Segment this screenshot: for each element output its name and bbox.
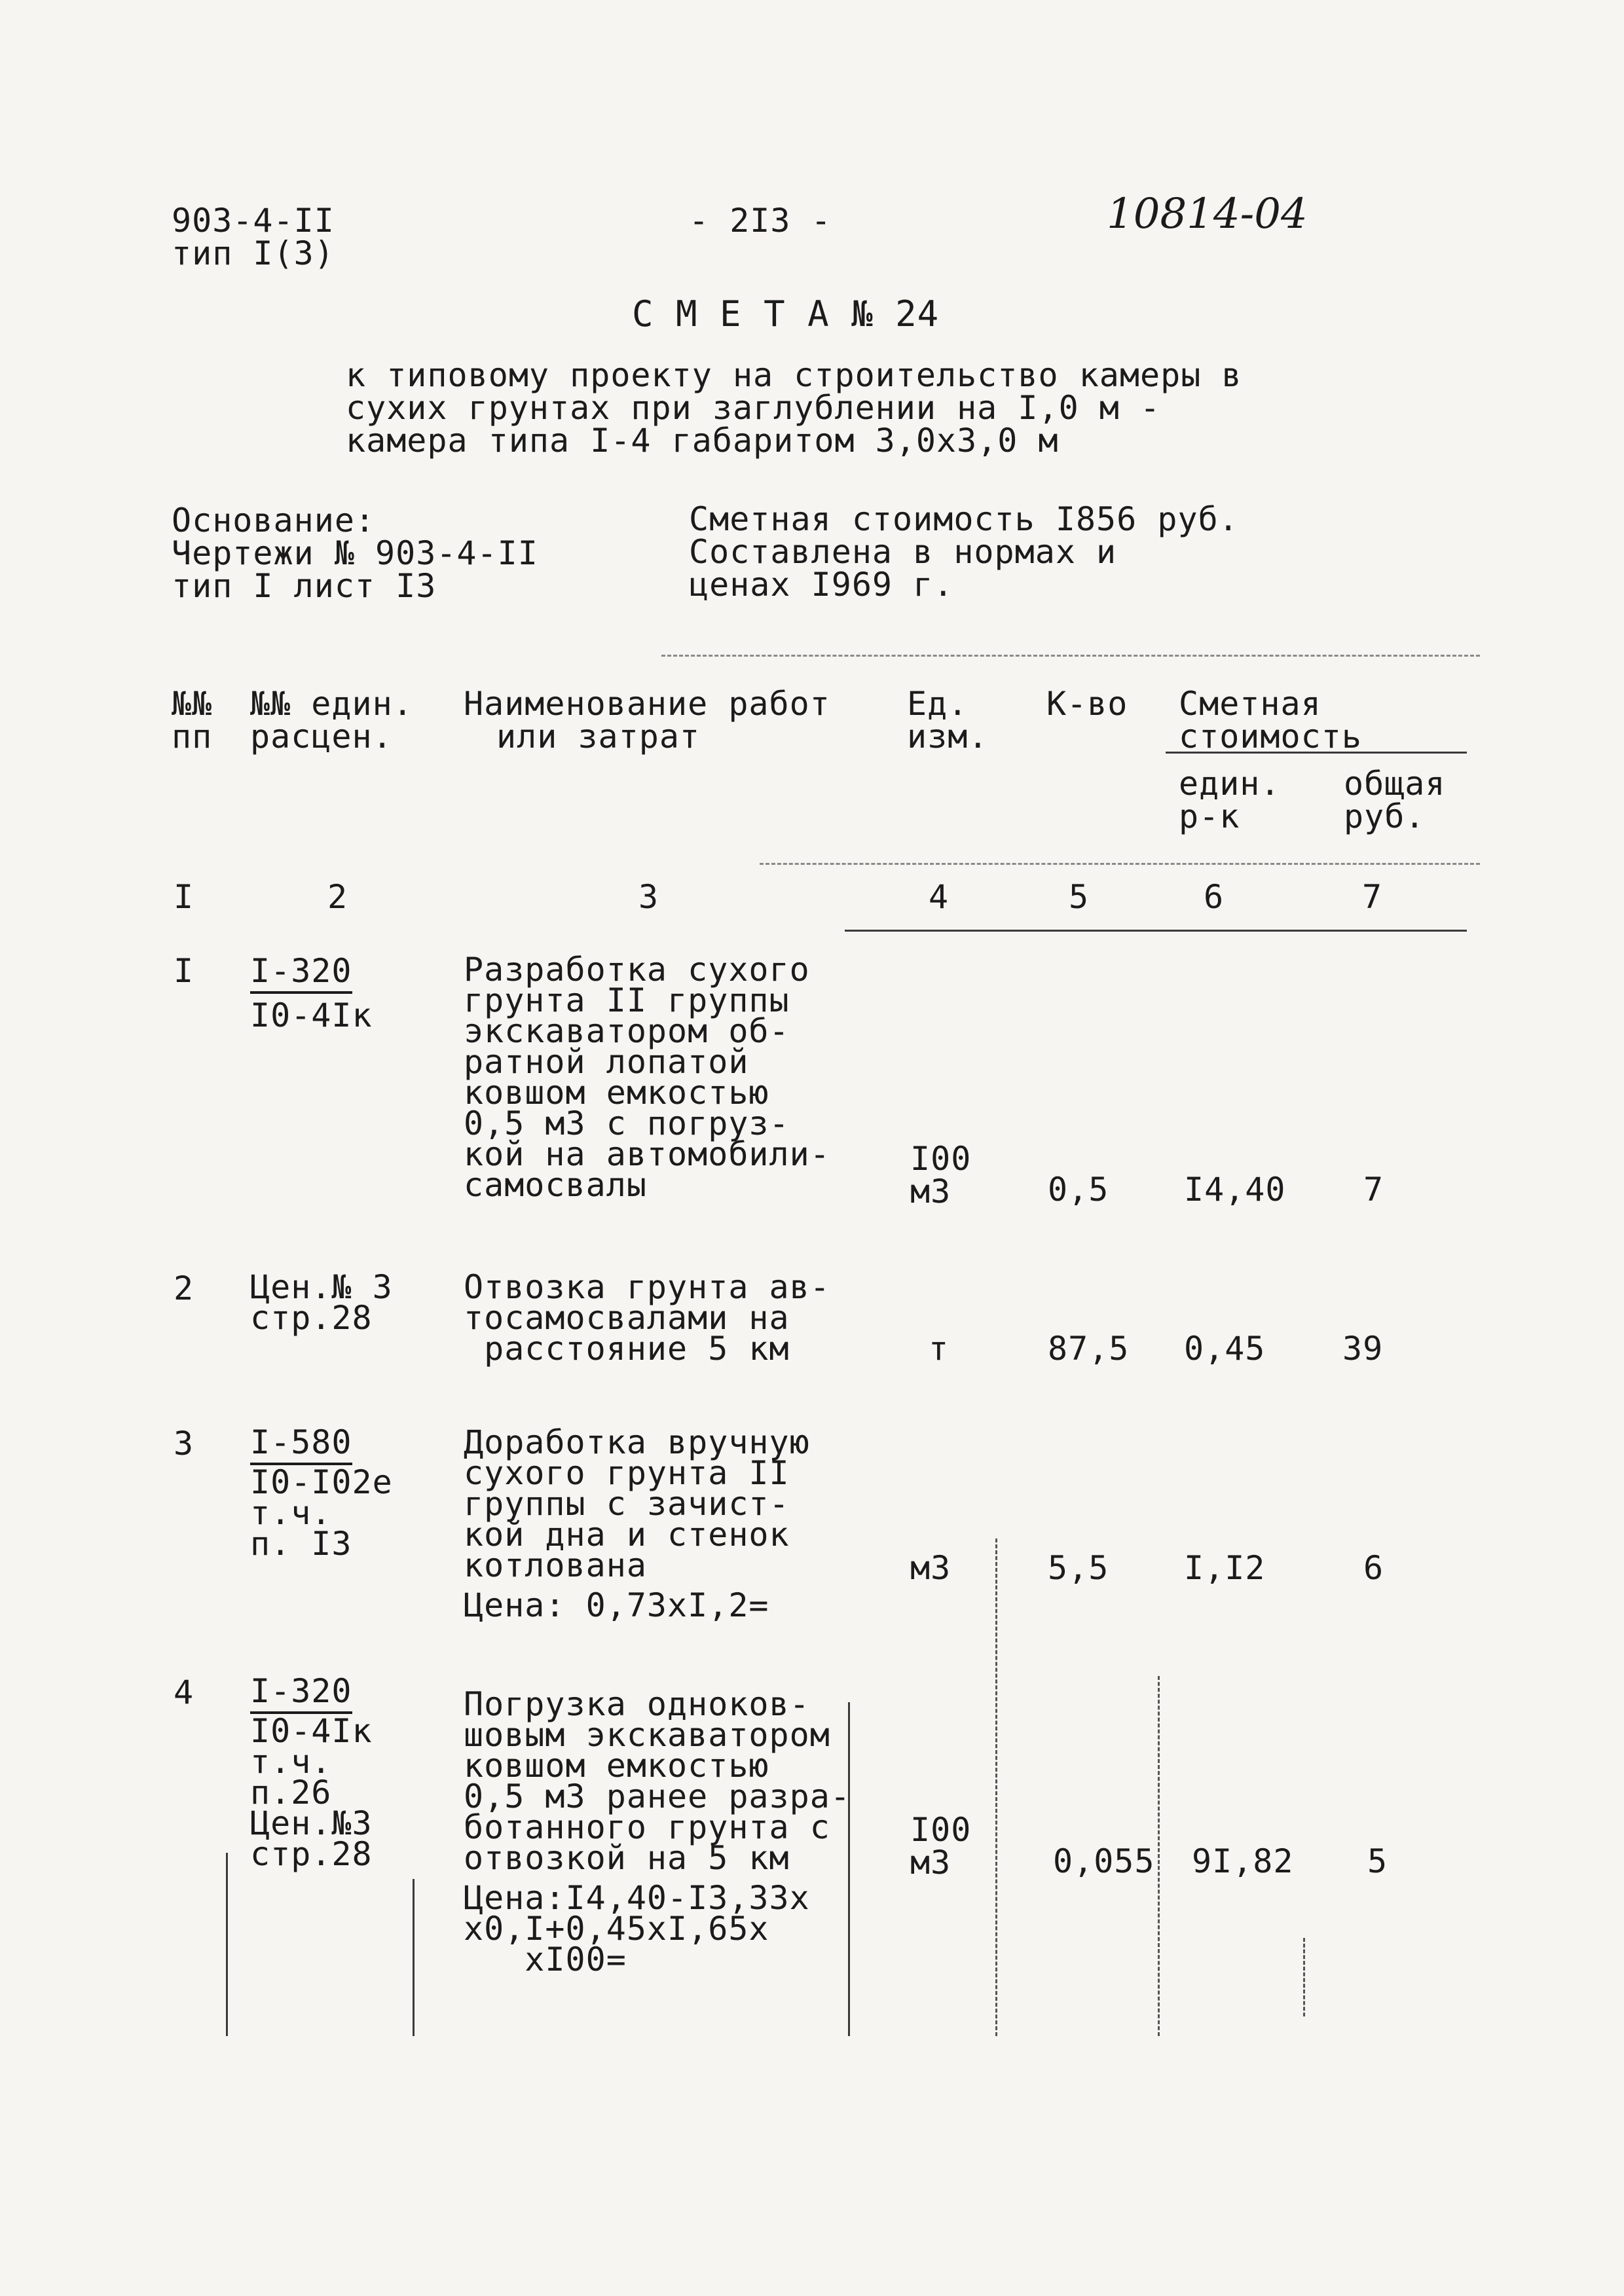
code-line: Цен.№ 3 <box>250 1268 393 1306</box>
row-quantity: 0,055 <box>1053 1842 1155 1880</box>
desc-line: отвозкой на 5 км <box>464 1839 790 1877</box>
document-subtitle <box>346 356 1242 460</box>
desc-line: сухого грунта II <box>464 1454 790 1492</box>
header-text: руб. <box>1344 797 1426 835</box>
desc-line: ботанного грунта с <box>464 1808 830 1846</box>
column-number: 5 <box>1069 878 1090 916</box>
desc-line: Погрузка одноков- <box>464 1685 810 1723</box>
subtitle-line: камера типа I-4 габаритом 3,0х3,0 м <box>346 422 1059 460</box>
row-number: I <box>174 952 194 990</box>
header-text: общая <box>1344 765 1446 803</box>
header-text: №№ <box>172 685 213 723</box>
code-line: т.ч. <box>250 1743 332 1781</box>
header-text: изм. <box>907 718 989 756</box>
code-line: п.26 <box>250 1774 332 1812</box>
header-col-code <box>250 685 413 756</box>
header-bottom-rule <box>760 863 1480 865</box>
row-code <box>250 1268 393 1337</box>
row-number: 2 <box>174 1269 194 1307</box>
header-col-cost <box>1179 685 1454 756</box>
row-total: 39 <box>1342 1330 1384 1368</box>
desc-line: шовым экскаватором <box>464 1716 830 1754</box>
code-primary: I-320 <box>250 952 352 994</box>
cost-info-line: Составлена в нормах и <box>689 533 1117 571</box>
column-separator <box>848 1702 850 2036</box>
basis-line: Основание: <box>172 501 376 539</box>
code-line: I0-I02е <box>250 1463 393 1501</box>
desc-line: кой дна и стенок <box>464 1516 790 1554</box>
header-col-description <box>464 685 830 756</box>
code-line: I0-4Iк <box>250 1712 373 1750</box>
row-description <box>464 1268 830 1368</box>
code-line: т.ч. <box>250 1494 332 1532</box>
desc-line: расстояние 5 км <box>464 1330 790 1368</box>
column-separator <box>1158 1676 1160 2036</box>
row-unit-cost: 0,45 <box>1184 1330 1266 1368</box>
desc-line: Отвозка грунта ав- <box>464 1268 830 1306</box>
subtitle-line: к типовому проекту на строительство камеры в <box>346 356 1242 394</box>
desc-line: ратной лопатой <box>464 1043 749 1081</box>
row-code <box>250 1672 373 1873</box>
row-total: 5 <box>1367 1842 1388 1880</box>
code-line: п. I3 <box>250 1525 352 1563</box>
row-description <box>464 951 830 1204</box>
basis-block <box>172 501 538 605</box>
formula-line: Цена:I4,40-I3,33х <box>464 1879 810 1917</box>
formula-line: х0,I+0,45хI,65х <box>464 1910 769 1948</box>
column-separator <box>413 1879 415 2036</box>
row-code <box>250 952 373 1034</box>
row-total: 6 <box>1363 1549 1384 1587</box>
row-unit <box>910 1811 972 1882</box>
header-text: пп <box>172 718 213 756</box>
column-number: 7 <box>1362 878 1383 916</box>
code-primary: I-580 <box>250 1423 352 1465</box>
column-number: 4 <box>929 878 950 916</box>
desc-line: Доработка вручную <box>464 1423 810 1461</box>
desc-line: 0,5 м3 с погруз- <box>464 1104 790 1142</box>
header-col-total <box>1344 767 1446 833</box>
row-number: 4 <box>174 1673 194 1711</box>
desc-line: Разработка сухого <box>464 951 810 989</box>
header-text: №№ един. <box>250 685 413 723</box>
formula-line: Цена: 0,73хI,2= <box>464 1586 769 1624</box>
column-separator <box>226 1853 228 2036</box>
header-text: Наименование работ <box>464 685 830 723</box>
row-quantity: 87,5 <box>1048 1330 1130 1368</box>
column-number: I <box>174 878 194 916</box>
header-text: или затрат <box>496 718 701 756</box>
header-text: Сметная стоимость <box>1179 685 1362 756</box>
row-quantity: 5,5 <box>1048 1549 1109 1587</box>
column-separator <box>1303 1938 1305 2016</box>
header-text: р-к <box>1179 797 1240 835</box>
code-line: стр.28 <box>250 1299 373 1337</box>
header-col-unit <box>907 685 989 756</box>
type-label: тип I(3) <box>172 234 335 272</box>
column-number: 3 <box>638 878 659 916</box>
basis-line: Чертежи № 903-4-II <box>172 534 538 572</box>
desc-line: ковшом емкостью <box>464 1747 769 1785</box>
unit-line: м3 <box>910 1173 951 1211</box>
code-line: I0-4Iк <box>250 996 373 1034</box>
row-quantity: 0,5 <box>1048 1171 1109 1209</box>
column-numbers-rule <box>845 930 1467 932</box>
desc-line: группы с зачист- <box>464 1485 790 1523</box>
code-primary: I-320 <box>250 1672 352 1714</box>
row-description <box>464 1423 810 1624</box>
desc-line: экскаватором об- <box>464 1012 790 1050</box>
basis-line: тип I лист I3 <box>172 567 437 605</box>
row-description <box>464 1685 851 1978</box>
row-unit-cost: I,I2 <box>1184 1549 1266 1587</box>
desc-line: тосамосвалами на <box>464 1299 790 1337</box>
row-total: 7 <box>1363 1171 1384 1209</box>
page-number: - 2I3 - <box>689 202 832 240</box>
column-separator <box>995 1539 997 2036</box>
cost-info-line: ценах I969 г. <box>689 566 954 604</box>
row-unit <box>910 1140 972 1211</box>
column-number: 6 <box>1204 878 1225 916</box>
table-top-rule <box>661 655 1480 657</box>
header-text: расцен. <box>250 718 393 756</box>
row-number: 3 <box>174 1425 194 1463</box>
row-unit: т <box>929 1330 950 1368</box>
desc-line: 0,5 м3 ранее разра- <box>464 1777 851 1815</box>
unit-line: м3 <box>910 1844 951 1882</box>
subtitle-line: сухих грунтах при заглублении на I,0 м - <box>346 389 1161 427</box>
header-col-unit-cost <box>1179 767 1281 833</box>
header-col-number <box>172 685 213 756</box>
series-number: 903-4-II <box>172 202 335 240</box>
cost-info-line: Сметная стоимость I856 руб. <box>689 500 1239 538</box>
formula-line: хI00= <box>464 1941 627 1978</box>
code-line: стр.28 <box>250 1835 373 1873</box>
row-code <box>250 1423 393 1563</box>
desc-line: кой на автомобили- <box>464 1135 830 1173</box>
row-unit-cost: I4,40 <box>1184 1171 1286 1209</box>
handwritten-number: 10814-04 <box>1107 190 1308 238</box>
desc-line: самосвалы <box>464 1166 647 1204</box>
header-text: Ед. <box>907 685 969 723</box>
code-line: Цен.№3 <box>250 1804 373 1842</box>
document-title: С М Е Т А № 24 <box>632 293 940 335</box>
header-col-quantity: К-во <box>1046 685 1128 723</box>
unit-line: I00 <box>910 1811 972 1849</box>
row-unit-cost: 9I,82 <box>1192 1842 1294 1880</box>
desc-line: грунта II группы <box>464 981 790 1019</box>
row-unit: м3 <box>910 1549 951 1587</box>
desc-line: ковшом емкостью <box>464 1074 769 1112</box>
header-text: един. <box>1179 765 1281 803</box>
column-number: 2 <box>327 878 348 916</box>
cost-info-block <box>689 500 1239 604</box>
desc-line: котлована <box>464 1546 647 1584</box>
unit-line: I00 <box>910 1140 972 1178</box>
